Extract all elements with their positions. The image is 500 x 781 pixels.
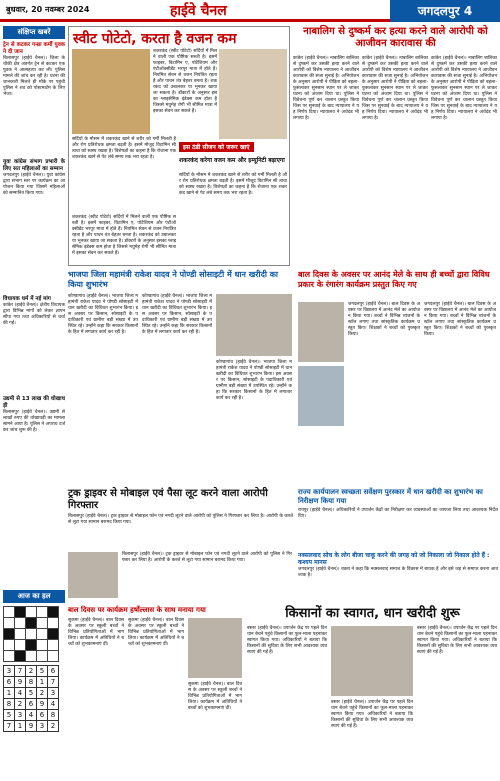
page-number: 4 <box>463 4 473 18</box>
lead-subhead-2: शकरकंद करेगा वजन कम और इम्यूनिटी बढ़ाएगा <box>179 157 285 164</box>
childrens-day-photo-1 <box>298 302 344 362</box>
sudoku-cell: 9 <box>15 677 26 688</box>
city-banner <box>390 0 500 22</box>
sudoku-cell: 6 <box>37 710 48 721</box>
farmers-headline: किसानों का स्वागत, धान खरीदी शुरू <box>285 606 460 621</box>
brief-item <box>3 42 65 156</box>
section-name: हाईवे चैनल <box>170 3 227 19</box>
right-headline: नाबालिग से दुष्कर्म कर हत्या करने वाले आरोपी को आजीवन कारावास की <box>303 26 488 49</box>
lead-body-3: सर्दियों के मौसम में शकरकंद खाने से शरीर को गर्मी मिलती है और रोग प्रतिरोधक क्षमता बढ़ती है। इसमें मौजूद विटामिन सी त्वचा को स्वस्थ रखता है। विशेषज्ञों का कहना है कि रोजाना एक शकरकंद खाने से पेट लंबे समय तक भरा रहता है। <box>179 173 289 196</box>
inspection-body: रायपुर (हाईवे चैनल)। अधिकारियों ने उपार्जन केंद्रों का निरीक्षण कर व्यवस्थाओं का जायजा लिया तथा आवश्यक निर्देश दिए। <box>298 508 500 519</box>
sudoku-cell: 2 <box>26 666 37 677</box>
brief-headline: विधायक धर्म में नई मांग <box>3 296 51 302</box>
bjp-body-1: कोण्डागांव (हाईवे चैनल)। भाजपा जिला महामंत्री राकेश यादव ने पोण्डी सोसाइटी में धान खरीदी का विधिवत शुभारंभ किया। इस अवसर पर किसान, सोसाइटी के पदाधिकारी एवं ग्रामीण बड़ी संख्या में उपस्थित रहे। उन्होंने कहा कि सरकार किसानों के हित में लगातार कार्य कर रही है। <box>68 294 140 335</box>
bjp-photo <box>216 294 292 356</box>
sudoku-cell: 8 <box>26 677 37 688</box>
sudoku-cell: 8 <box>4 699 15 710</box>
lead-story <box>68 26 290 266</box>
left-column <box>3 26 65 586</box>
childrens-day-body-2: जगदलपुर (हाईवे चैनल)। बाल दिवस के अवसर पर विद्यालय में आनंद मेले का आयोजन किया गया। बच्चों ने विभिन्न व्यंजनों के स्टॉल लगाए तथा सांस्कृतिक कार्यक्रम प्रस्तुत किए। शिक्षकों ने बच्चों को पुरस्कृत किया। <box>424 302 498 337</box>
sudoku-grid <box>3 665 59 732</box>
naxal-story <box>298 552 498 602</box>
sudoku-cell: 6 <box>26 699 37 710</box>
farmers-body-1: बस्तर (हाईवे चैनल)। उपार्जन केंद्र पर पहले दिन धान बेचने पहुंचे किसानों का फूल-माला पहनाकर स्वागत किया गया। अधिकारियों ने बताया कि किसानों की सुविधा के लिए सभी आवश्यक व्यवस्थाएं की गई हैं। <box>247 626 329 655</box>
sudoku-cell: 2 <box>37 688 48 699</box>
brief-headline: ट्रेन से कटकर गन्ध्रा कर्मी युवक ने दी जान <box>3 42 67 55</box>
inspection-story <box>298 488 498 548</box>
naxal-body: जगदलपुर (हाईवे चैनल)। वक्ता ने कहा कि नक्सलवाद समाज के विकास में बाधक है और इसे जड़ से समाप्त करना आवश्यक है। <box>298 567 498 578</box>
truck-photo <box>68 552 118 598</box>
right-story <box>293 26 498 266</box>
sudoku-row <box>4 699 59 710</box>
brief-body: कांकेर (हाईवे चैनल)। क्षेत्रीय विधायक द्वारा विभिन्न मांगों को लेकर ज्ञापन सौंपा गया तथा अधिकारियों से चर्चा की गई। <box>3 303 67 326</box>
lead-subhead: इस ठंडी सीजन को जरूर खाएं <box>179 142 254 152</box>
brief-body: बिलासपुर (हाईवे चैनल)। उद्यमी से लाखों रुपए की धोखाधड़ी का मामला सामने आया है। पुलिस ने अपराध दर्ज कर जांच शुरू की है। <box>3 410 67 433</box>
sudoku-cell: 9 <box>26 721 37 732</box>
sudoku-cell: 8 <box>48 710 59 721</box>
right-body-col1: कांकेर (हाईवे चैनल)। नाबालिग बालिका से दुष्कर्म कर उसकी हत्या करने वाले आरोपी को विशेष न्यायालय ने आजीवन कारावास की सजा सुनाई है। अभियोजन के अनुसार आरोपी ने पीड़िता को बहला-फुसलाकर सुनसान स्थान पर ले जाकर घटना को अंजाम दिया था। पुलिस ने विवेचना पूर्ण कर चालान प्रस्तुत किया जिस पर सुनवाई के बाद न्यायालय ने यह निर्णय दिया। न्यायालय ने अर्थदंड भी लगाया है। <box>293 56 361 121</box>
bjp-story <box>68 270 293 485</box>
brief-item <box>3 396 65 560</box>
sudoku-cell: 3 <box>15 710 26 721</box>
inspection-headline: राज्य कार्यपालन स्वच्छता सर्वेक्षण पुरस्कार में धान खरीदी का शुभारंभ का निरीक्षण किया गया <box>298 488 483 505</box>
truck-body-2: बिलासपुर (हाईवे चैनल)। ट्रक ड्राइवर से मोबाइल फोन एवं नगदी लूटने वाले आरोपी को पुलिस ने गिरफ्तार कर लिया है। आरोपी के कब्जे से लूटा गया सामान बरामद किया गया। <box>122 552 292 563</box>
lead-body: शकरकंद (स्वीट पोटेटो) सर्दियों में मिलने वाली एक पौष्टिक सब्जी है। इसमें फाइबर, विटामिन ए, पोटैशियम और एंटीऑक्सीडेंट भरपूर मात्रा में होते हैं। नियमित सेवन से वजन नियंत्रित रहता है और पाचन तंत्र बेहतर बनता है। शकरकंद को उबालकर या भूनकर खाया जा सकता है। डॉक्टरों के अनुसार इसका ग्लाइसेमिक इंडेक्स कम होता है जिससे मधुमेह रोगी भी सीमित मात्रा में इसका सेवन कर सकते हैं। <box>153 49 219 114</box>
sudoku-row <box>4 677 59 688</box>
brief-item <box>3 159 65 293</box>
sudoku-cell: 5 <box>37 666 48 677</box>
sudoku-cell: 5 <box>4 710 15 721</box>
sudoku-row <box>4 710 59 721</box>
truck-continued <box>68 552 293 602</box>
childrens-program-body-2: सुकमा (हाईवे चैनल)। बाल दिवस के अवसर पर स्कूली बच्चों ने विभिन्न प्रतियोगिताओं में भाग लिया। कार्यक्रम में अतिथियों ने बच्चों को शुभकामनाएं दीं। <box>128 618 186 647</box>
sudoku-cell: 4 <box>48 699 59 710</box>
sudoku-row <box>4 688 59 699</box>
farmers-story <box>247 606 498 778</box>
lead-body-4: शकरकंद (स्वीट पोटेटो) सर्दियों में मिलने वाली एक पौष्टिक सब्जी है। इसमें फाइबर, विटामिन ए, पोटैशियम और एंटीऑक्सीडेंट भरपूर मात्रा में होते हैं। नियमित सेवन से वजन नियंत्रित रहता है और पाचन तंत्र बेहतर बनता है। शकरकंद को उबालकर या भूनकर खाया जा सकता है। डॉक्टरों के अनुसार इसका ग्लाइसेमिक इंडेक्स कम होता है जिससे मधुमेह रोगी भी सीमित मात्रा में इसका सेवन कर सकते हैं। <box>72 215 178 256</box>
childrens-program-headline: बाल दिवस पर कार्यक्रम हर्षोल्लास के साथ मनाया गया <box>68 606 206 614</box>
bjp-headline: भाजपा जिला महामंत्री राकेश यादव ने पोण्डी सोसाइटी में धान खरीदी का किया शुभारंभ <box>68 270 278 289</box>
brief-body: जगदलपुर (हाईवे चैनल)। युवा कांग्रेस द्वारा संभाग स्तर पर कार्यक्रम का आयोजन किया गया जिसमें महिलाओं को सम्मानित किया गया। <box>3 173 67 196</box>
sudoku-cell: 3 <box>48 688 59 699</box>
sudoku-cell: 9 <box>37 699 48 710</box>
masthead <box>0 0 500 22</box>
right-body-col2: कांकेर (हाईवे चैनल)। नाबालिग बालिका से दुष्कर्म कर उसकी हत्या करने वाले आरोपी को विशेष न्यायालय ने आजीवन कारावास की सजा सुनाई है। अभियोजन के अनुसार आरोपी ने पीड़िता को बहला-फुसलाकर सुनसान स्थान पर ले जाकर घटना को अंजाम दिया था। पुलिस ने विवेचना पूर्ण कर चालान प्रस्तुत किया जिस पर सुनवाई के बाद न्यायालय ने यह निर्णय दिया। न्यायालय ने अर्थदंड भी लगाया है। <box>362 56 430 121</box>
farmers-photo <box>331 626 413 696</box>
sudoku-cell: 1 <box>37 677 48 688</box>
childrens-day-body-1: जगदलपुर (हाईवे चैनल)। बाल दिवस के अवसर पर विद्यालय में आनंद मेले का आयोजन किया गया। बच्चों ने विभिन्न व्यंजनों के स्टॉल लगाए तथा सांस्कृतिक कार्यक्रम प्रस्तुत किए। शिक्षकों ने बच्चों को पुरस्कृत किया। <box>348 302 422 337</box>
woman-photo <box>219 49 287 139</box>
bjp-body-2: कोण्डागांव (हाईवे चैनल)। भाजपा जिला महामंत्री राकेश यादव ने पोण्डी सोसाइटी में धान खरीदी का विधिवत शुभारंभ किया। इस अवसर पर किसान, सोसाइटी के पदाधिकारी एवं ग्रामीण बड़ी संख्या में उपस्थित रहे। उन्होंने कहा कि सरकार किसानों के हित में लगातार कार्य कर रही है। <box>142 294 214 335</box>
sudoku-cell: 7 <box>4 721 15 732</box>
sudoku-cell: 7 <box>48 677 59 688</box>
truck-headline: ट्रक ड्राइवर से मोबाइल एवं पैसा लूट करने वाला आरोपी गिरफ्तार <box>68 488 268 511</box>
truck-story <box>68 488 293 548</box>
sudoku-cell: 5 <box>26 688 37 699</box>
right-body-col3: कांकेर (हाईवे चैनल)। नाबालिग बालिका से दुष्कर्म कर उसकी हत्या करने वाले आरोपी को विशेष न्यायालय ने आजीवन कारावास की सजा सुनाई है। अभियोजन के अनुसार आरोपी ने पीड़िता को बहला-फुसलाकर सुनसान स्थान पर ले जाकर घटना को अंजाम दिया था। पुलिस ने विवेचना पूर्ण कर चालान प्रस्तुत किया जिस पर सुनवाई के बाद न्यायालय ने यह निर्णय दिया। न्यायालय ने अर्थदंड भी लगाया है। <box>431 56 499 121</box>
sudoku-cell: 1 <box>15 721 26 732</box>
sudoku-row <box>4 721 59 732</box>
truck-body: बिलासपुर (हाईवे चैनल)। ट्रक ड्राइवर से मोबाइल फोन एवं नगदी लूटने वाले आरोपी को पुलिस ने गिरफ्तार कर लिया है। आरोपी के कब्जे से लूटा गया सामान बरामद किया गया। <box>68 514 295 525</box>
childrens-program-body-3: सुकमा (हाईवे चैनल)। बाल दिवस के अवसर पर स्कूली बच्चों ने विभिन्न प्रतियोगिताओं में भाग लिया। कार्यक्रम में अतिथियों ने बच्चों को शुभकामनाएं दीं। <box>188 682 244 711</box>
naxal-headline: नक्सलवाद सोच के लोग बीजा चाकू करने की जगह को जो निकाला जो निकाल होते हैं : कश्यप मानस <box>298 552 490 566</box>
sudoku-row <box>4 666 59 677</box>
sudoku-cell: 4 <box>26 710 37 721</box>
sudoku-cell: 4 <box>15 688 26 699</box>
sudoku-cell: 3 <box>37 721 48 732</box>
crossword-grid <box>3 606 59 662</box>
city-name: जगदलपुर <box>417 4 460 18</box>
farmers-body-3: बस्तर (हाईवे चैनल)। उपार्जन केंद्र पर पहले दिन धान बेचने पहुंचे किसानों का फूल-माला पहनाकर स्वागत किया गया। अधिकारियों ने बताया कि किसानों की सुविधा के लिए सभी आवश्यक व्यवस्थाएं की गई हैं। <box>417 626 499 655</box>
childrens-day-photo-2 <box>298 366 344 426</box>
sudoku-cell: 1 <box>4 688 15 699</box>
bjp-body-3: कोण्डागांव (हाईवे चैनल)। भाजपा जिला महामंत्री राकेश यादव ने पोण्डी सोसाइटी में धान खरीदी का विधिवत शुभारंभ किया। इस अवसर पर किसान, सोसाइटी के पदाधिकारी एवं ग्रामीण बड़ी संख्या में उपस्थित रहे। उन्होंने कहा कि सरकार किसानों के हित में लगातार कार्य कर रही है। <box>216 360 294 401</box>
lead-headline: स्वीट पोटेटो, करता है वजन कम <box>73 31 237 47</box>
brief-headline: युवा कांग्रेस संभाग प्रभारी के लिए सत महिलाओं का सम्मान <box>3 159 67 172</box>
puzzle-box <box>3 590 65 780</box>
sudoku-cell: 6 <box>4 677 15 688</box>
childrens-program-story <box>68 606 243 778</box>
brief-body: बिलासपुर (हाईवे चैनल)। जिला के चौकी क्षेत्र अंतर्गत ट्रेन से कटकर एक युवक ने आत्महत्या कर ली। पुलिस मामले की जांच कर रही है। घटना की जानकारी मिलते ही मौके पर पहुंची पुलिस ने शव को पोस्टमार्टम के लिए भेजा। <box>3 56 67 97</box>
sudoku-cell: 2 <box>15 699 26 710</box>
farmers-body-2: बस्तर (हाईवे चैनल)। उपार्जन केंद्र पर पहले दिन धान बेचने पहुंचे किसानों का फूल-माला पहनाकर स्वागत किया गया। अधिकारियों ने बताया कि किसानों की सुविधा के लिए सभी आवश्यक व्यवस्थाएं की गई हैं। <box>331 700 415 729</box>
sudoku-cell: 2 <box>48 721 59 732</box>
sudoku-cell: 3 <box>4 666 15 677</box>
sweet-potato-photo <box>72 49 150 134</box>
brief-headline: उद्यमी से 13 लाख की धोखाधड़ी <box>3 396 65 409</box>
childrens-day-headline: बाल दिवस के अवसर पर आनंद मेले के साथ ही बच्चों द्वारा विविध प्रकार के रंगारंग कार्यक्रम प्रस्तुत किए गए <box>298 270 490 289</box>
puzzle-title: आज का हल <box>3 590 65 603</box>
brief-item <box>3 296 65 393</box>
sudoku-cell: 6 <box>48 666 59 677</box>
sudoku-cell: 7 <box>15 666 26 677</box>
lead-body-2: सर्दियों के मौसम में शकरकंद खाने से शरीर को गर्मी मिलती है और रोग प्रतिरोधक क्षमता बढ़ती है। इसमें मौजूद विटामिन सी त्वचा को स्वस्थ रखता है। विशेषज्ञों का कहना है कि रोजाना एक शकरकंद खाने से पेट लंबे समय तक भरा रहता है। <box>72 137 178 160</box>
childrens-program-photo <box>188 618 242 678</box>
childrens-day-story <box>298 270 498 485</box>
brief-news-title: संक्षिप्त खबरें <box>3 26 65 39</box>
childrens-program-body-1: सुकमा (हाईवे चैनल)। बाल दिवस के अवसर पर स्कूली बच्चों ने विभिन्न प्रतियोगिताओं में भाग लिया। कार्यक्रम में अतिथियों ने बच्चों को शुभकामनाएं दीं। <box>68 618 126 647</box>
issue-date: बुधवार, 20 नवम्बर 2024 <box>6 5 90 14</box>
